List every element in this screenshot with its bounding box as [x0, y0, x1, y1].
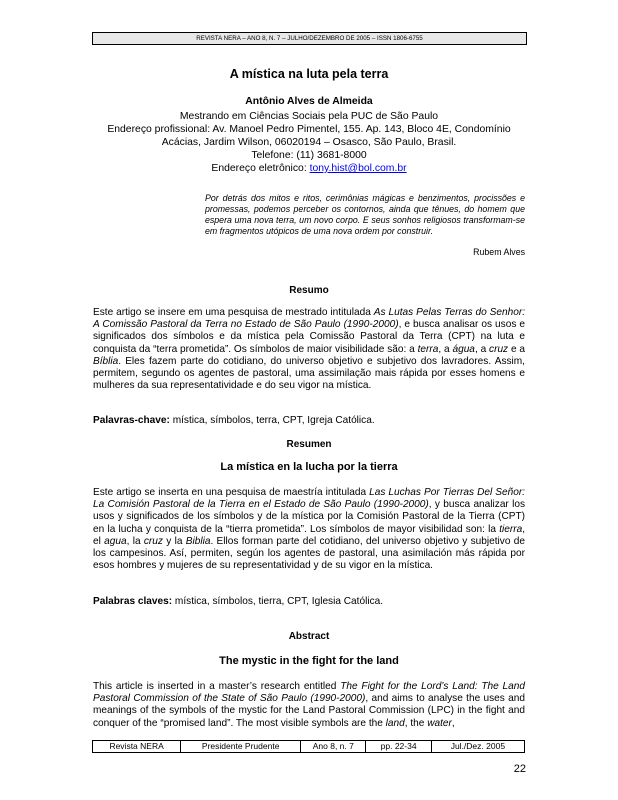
abstract-paragraph: This article is inserted in a master’s research entitled The Fight for the Lord’s Land: The Land Pastoral Commission of the State of São Paulo (1990-2000), and aims to analyse the uses and meanings of the symbols of the mystic for the Land Pastoral Commission (LPC) in the fight and conquer of the “promised land”. The most visible symbols are the land, the water, [93, 681, 525, 729]
resumen-subtitle: La mística en la lucha por la tierra [220, 461, 398, 473]
affiliation-line: Telefone: (11) 3681-8000 [251, 150, 367, 161]
resumo-heading: Resumo [289, 285, 329, 296]
footer-cell: Presidente Prudente [181, 741, 301, 753]
resumo-keywords: Palavras-chave: mística, símbolos, terra, CPT, Igreja Católica. [93, 415, 375, 426]
abstract-heading: Abstract [288, 631, 330, 642]
journal-footer [92, 740, 525, 753]
resumen-paragraph: Este artigo se inserta en una pesquisa de maestría intitulada Las Luchas Por Tierras Del Señor: La Comisión Pastoral de la Tierra en el Estado de São Paulo (1990-2000), y busca analizar los usos y significados de los símbolos y de la mística por la Comisión Pastoral de la Tierra (CPT) en la lucha y conquista de la “tierra prometida”. Los símbolos de mayor visibilidad son: la tierra, el agua, la cruz y la Biblia. Ellos forman parte del cotidiano, del universo objetivo y subjetivo de los campesinos. Así, permiten, según los agentes de pastoral, una asimilación más rápida por esos hombres y mujeres de su representatividad y de su vigor en la mística. [93, 487, 525, 572]
email-line [0, 162, 618, 175]
page-number: 22 [513, 763, 526, 775]
author-name: Antônio Alves de Almeida [245, 96, 373, 107]
footer-cell: Ano 8, n. 7 [301, 741, 366, 753]
resumo-paragraph: Este artigo se insere em uma pesquisa de mestrado intitulada As Lutas Pelas Terras do Senhor: A Comissão Pastoral da Terra no Estado de São Paulo (1990-2000), e busca analisar os usos e significados dos símbolos e da mística pela Comissão Pastoral da Terra (CPT) na luta e conquista da “terra prometida”. Os símbolos de maior visibilidade são: a terra, a água, a cruz e a Bíblia. Eles fazem parte do cotidiano, do universo objetivo e subjetivo dos lavradores. Assim, permitem, segundo os agentes de pastoral, uma assimilação mais rápida por esses homens e mulheres da sua representatividade e do seu vigor na mística. [93, 307, 526, 392]
email-link[interactable]: tony.hist@bol.com.br [309, 163, 407, 174]
resumen-keywords: Palabras claves: mística, símbolos, tierra, CPT, Iglesia Católica. [93, 596, 384, 607]
affiliation-line: Mestrando em Ciências Sociais pela PUC de São Paulo [179, 111, 439, 122]
article-title: A mística na luta pela terra [229, 67, 389, 81]
footer-cell: Revista NERA [93, 741, 181, 753]
affiliation-line: Acácias, Jardim Wilson, 06020194 – Osasco, São Paulo, Brasil. [161, 137, 457, 148]
resumen-heading: Resumen [286, 439, 332, 450]
journal-header: REVISTA NERA – ANO 8, N. 7 – JULHO/DEZEMBRO DE 2005 – ISSN 1806-6755 [92, 32, 527, 45]
affiliation-line: Endereço profissional: Av. Manoel Pedro Pimentel, 155. Ap. 143, Bloco 4E, Condomínio [107, 124, 511, 135]
footer-cell: pp. 22-34 [366, 741, 431, 753]
epigraph-author: Rubem Alves [473, 247, 525, 257]
abstract-subtitle: The mystic in the fight for the land [219, 655, 399, 667]
email-label: Endereço eletrônico: [211, 163, 310, 174]
footer-cell: Jul./Dez. 2005 [431, 741, 524, 753]
epigraph-quote: Por detrás dos mitos e ritos, cerimônias mágicas e benzimentos, procissões e promessas, podemos perceber os contornos, ainda que tênues, do homem que espera uma nova terra, um novo corpo. E seus sonhos religiosos transformam-se em fragmentos utópicos de uma nova ordem por construir. [205, 193, 525, 236]
